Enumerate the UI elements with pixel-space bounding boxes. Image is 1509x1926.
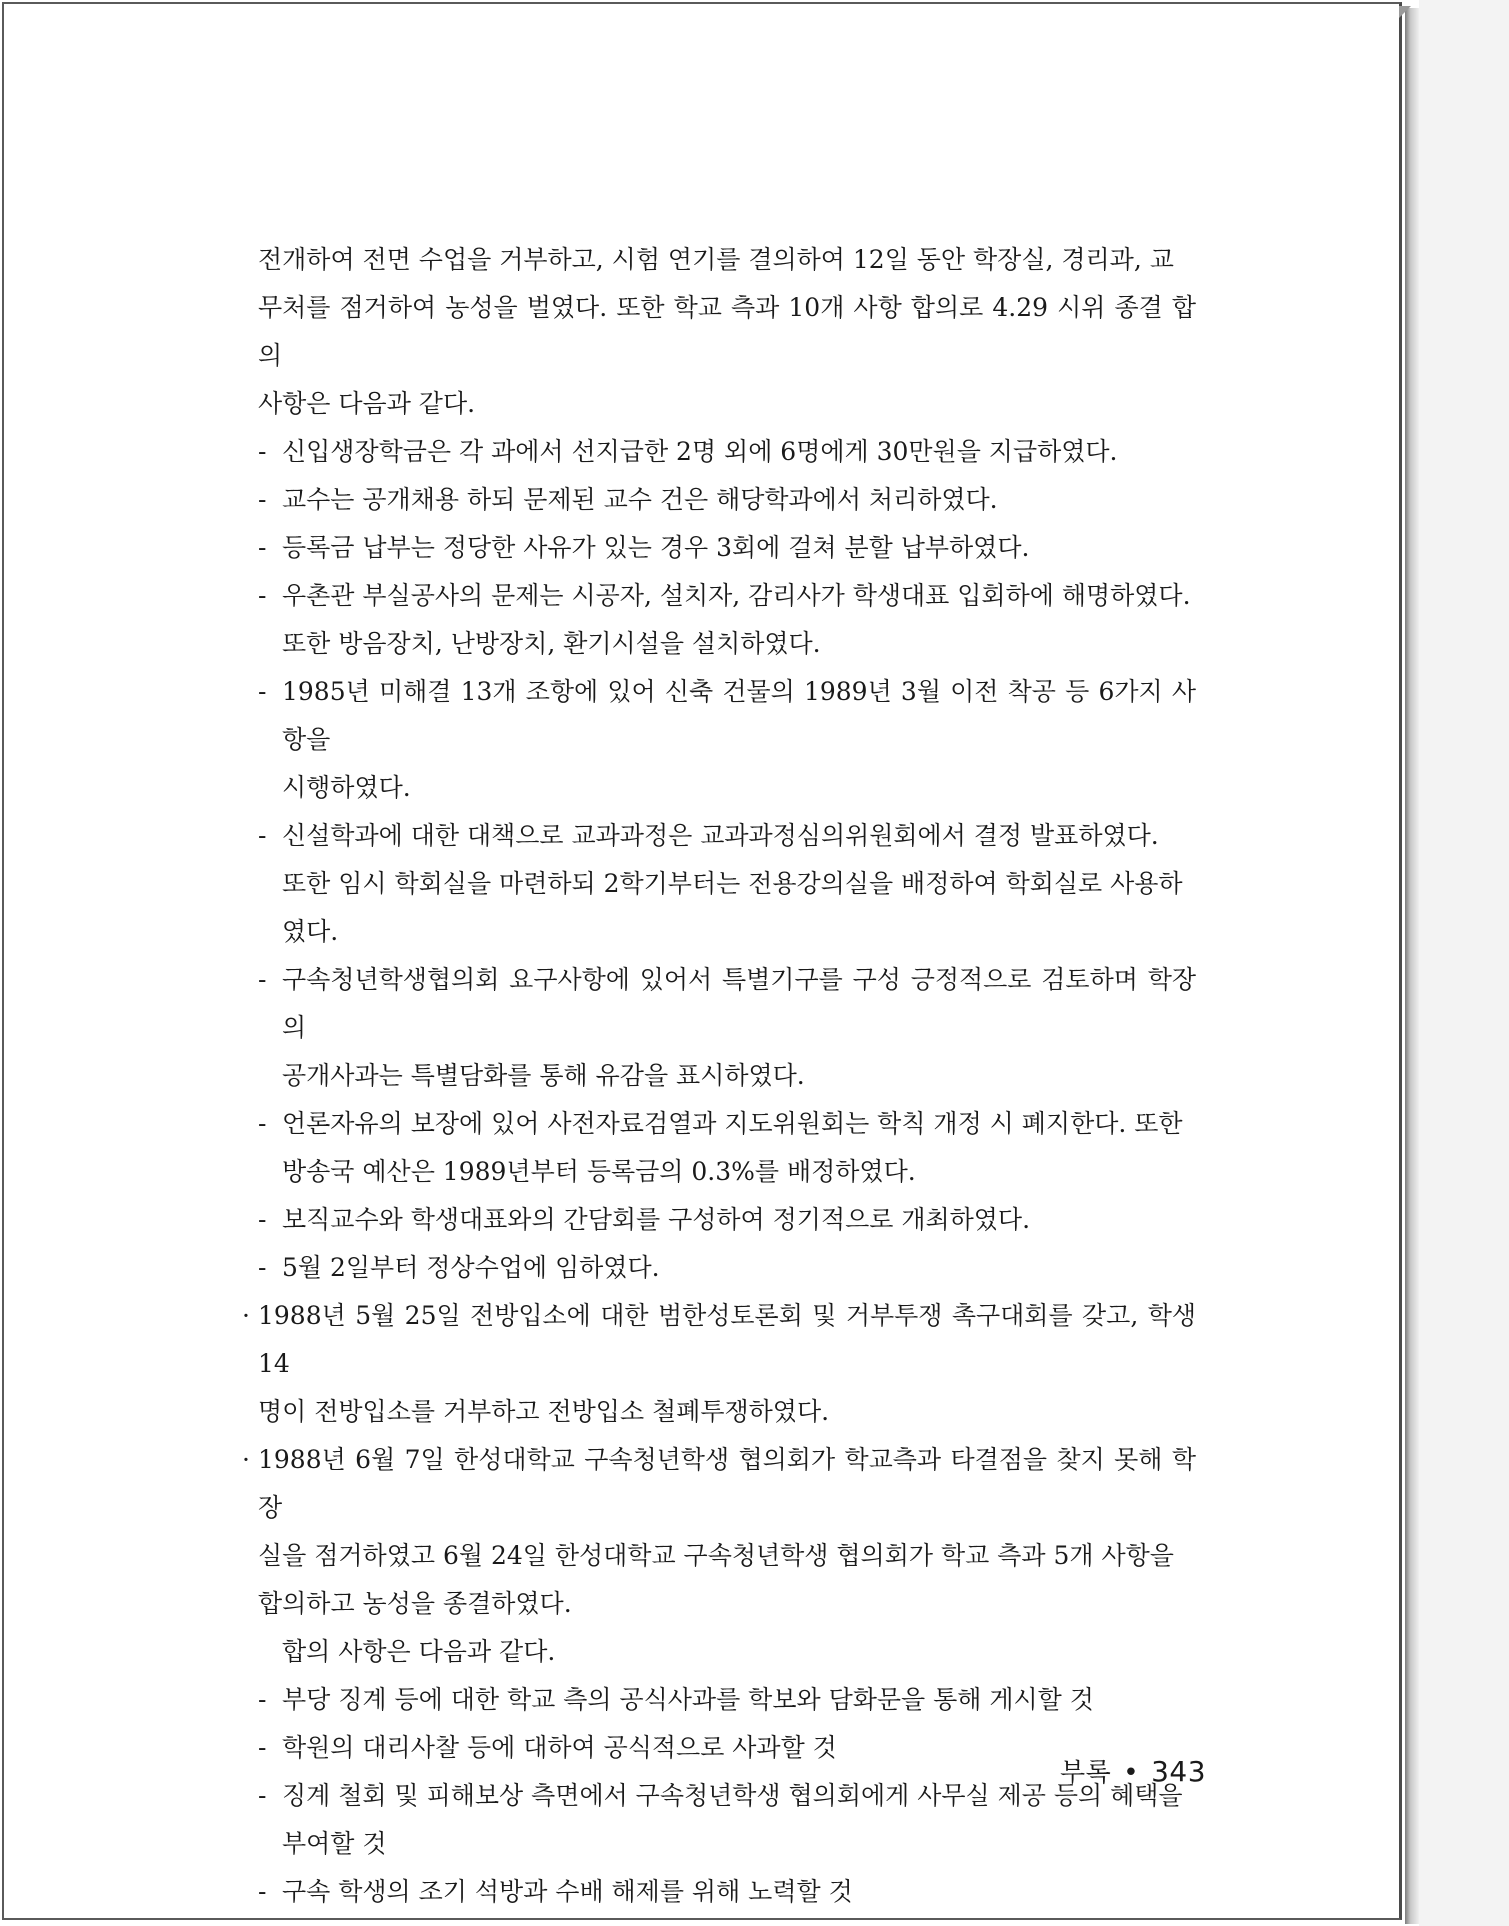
list-marker: - xyxy=(258,533,267,562)
intro-paragraph xyxy=(258,236,1196,428)
event-list xyxy=(242,1292,1196,1628)
list-marker: - xyxy=(258,677,267,706)
text-line: 1988년 6월 7일 한성대학교 구속청년학생 협의회가 학교측과 타결점을 찾지 못해 학장 xyxy=(258,1445,1196,1522)
text-line: 구속청년학생협의회 요구사항에 있어서 특별기구를 구성 긍정적으로 검토하며 학장의 xyxy=(282,965,1196,1042)
list-item xyxy=(258,1196,1196,1244)
text-line: 시행하였다. xyxy=(282,773,411,802)
page-gutter xyxy=(1419,0,1509,1926)
footer-section: 부록 xyxy=(1060,1758,1112,1788)
list-marker: - xyxy=(258,1781,267,1810)
list-item xyxy=(258,1724,1196,1772)
footer-separator: • xyxy=(1123,1758,1140,1788)
list-item xyxy=(258,1676,1196,1724)
list-marker: - xyxy=(258,1685,267,1714)
text-line: 등록금 납부는 정당한 사유가 있는 경우 3회에 걸쳐 분할 납부하였다. xyxy=(282,533,1030,562)
list-marker: - xyxy=(258,581,267,610)
text-line: 무처를 점거하여 농성을 벌였다. 또한 학교 측과 10개 사항 합의로 4.29 시위 종결 합의 xyxy=(258,293,1196,370)
agreement-list-2 xyxy=(258,1676,1196,1916)
text-line: 징계 철회 및 피해보상 측면에서 구속청년학생 협의회에게 사무실 제공 등의 혜택을 xyxy=(282,1781,1183,1810)
list-item xyxy=(242,1292,1196,1436)
list-marker: - xyxy=(258,437,267,466)
text-line: 명이 전방입소를 거부하고 전방입소 철폐투쟁하였다. xyxy=(258,1397,830,1426)
page-corner-fold xyxy=(1399,6,1411,18)
list-item xyxy=(258,524,1196,572)
list-item xyxy=(258,1868,1196,1916)
list-item xyxy=(258,1772,1196,1868)
page-number: 343 xyxy=(1151,1755,1207,1788)
text-line: 보직교수와 학생대표와의 간담회를 구성하여 정기적으로 개최하였다. xyxy=(282,1205,1031,1234)
list-marker: - xyxy=(258,821,267,850)
list-item xyxy=(258,572,1196,668)
text-line: 신입생장학금은 각 과에서 선지급한 2명 외에 6명에게 30만원을 지급하였다. xyxy=(282,437,1118,466)
text-line: 학원의 대리사찰 등에 대하여 공식적으로 사과할 것 xyxy=(282,1733,837,1762)
list-item xyxy=(258,476,1196,524)
list-item xyxy=(258,812,1196,956)
list-marker: · xyxy=(242,1445,250,1474)
text-line: 1988년 5월 25일 전방입소에 대한 범한성토론회 및 거부투쟁 촉구대회를 갖고, 학생 14 xyxy=(258,1301,1196,1378)
text-line: 5월 2일부터 정상수업에 임하였다. xyxy=(282,1253,660,1282)
text-line: 언론자유의 보장에 있어 사전자료검열과 지도위원회는 학칙 개정 시 폐지한다. 또한 xyxy=(282,1109,1183,1138)
agreement-list-1 xyxy=(258,428,1196,1292)
text-line: 구속 학생의 조기 석방과 수배 해제를 위해 노력할 것 xyxy=(282,1877,853,1906)
text-line: 전개하여 전면 수업을 거부하고, 시험 연기를 결의하여 12일 동안 학장실, 경리과, 교 xyxy=(258,245,1174,274)
list-item xyxy=(242,1436,1196,1628)
page-edge-shadow xyxy=(1405,8,1419,1924)
agreement-heading: 합의 사항은 다음과 같다. xyxy=(282,1637,556,1666)
list-item xyxy=(258,668,1196,812)
text-line: 였다. xyxy=(282,917,339,946)
text-line: 부여할 것 xyxy=(282,1829,387,1858)
list-marker: - xyxy=(258,485,267,514)
text-line: 교수는 공개채용 하되 문제된 교수 건은 해당학과에서 처리하였다. xyxy=(282,485,998,514)
list-item xyxy=(258,1244,1196,1292)
text-line: 합의하고 농성을 종결하였다. xyxy=(258,1589,572,1618)
list-marker: - xyxy=(258,1877,267,1906)
text-line: 1985년 미해결 13개 조항에 있어 신축 건물의 1989년 3월 이전 착공 등 6가지 사항을 xyxy=(282,677,1196,754)
list-marker: - xyxy=(258,1733,267,1762)
page-content xyxy=(242,236,1196,1916)
text-line: 우촌관 부실공사의 문제는 시공자, 설치자, 감리사가 학생대표 입회하에 해명하였다. xyxy=(282,581,1191,610)
list-marker: · xyxy=(242,1301,250,1330)
text-line: 공개사과는 특별담화를 통해 유감을 표시하였다. xyxy=(282,1061,805,1090)
text-line: 신설학과에 대한 대책으로 교과과정은 교과과정심의위원회에서 결정 발표하였다. xyxy=(282,821,1159,850)
list-marker: - xyxy=(258,1253,267,1282)
list-item xyxy=(258,1100,1196,1196)
page-footer xyxy=(1060,1752,1206,1789)
text-line: 또한 방음장치, 난방장치, 환기시설을 설치하였다. xyxy=(282,629,821,658)
list-marker: - xyxy=(258,1205,267,1234)
list-item xyxy=(258,956,1196,1100)
list-marker: - xyxy=(258,1109,267,1138)
text-line: 실을 점거하였고 6월 24일 한성대학교 구속청년학생 협의회가 학교 측과 5개 사항을 xyxy=(258,1541,1174,1570)
list-item xyxy=(258,428,1196,476)
text-line: 방송국 예산은 1989년부터 등록금의 0.3%를 배정하였다. xyxy=(282,1157,916,1186)
text-line: 또한 임시 학회실을 마련하되 2학기부터는 전용강의실을 배정하여 학회실로 사용하 xyxy=(282,869,1183,898)
text-line: 사항은 다음과 같다. xyxy=(258,389,476,418)
list-marker: - xyxy=(258,965,267,994)
text-line: 부당 징계 등에 대한 학교 측의 공식사과를 학보와 담화문을 통해 게시할 것 xyxy=(282,1685,1094,1714)
